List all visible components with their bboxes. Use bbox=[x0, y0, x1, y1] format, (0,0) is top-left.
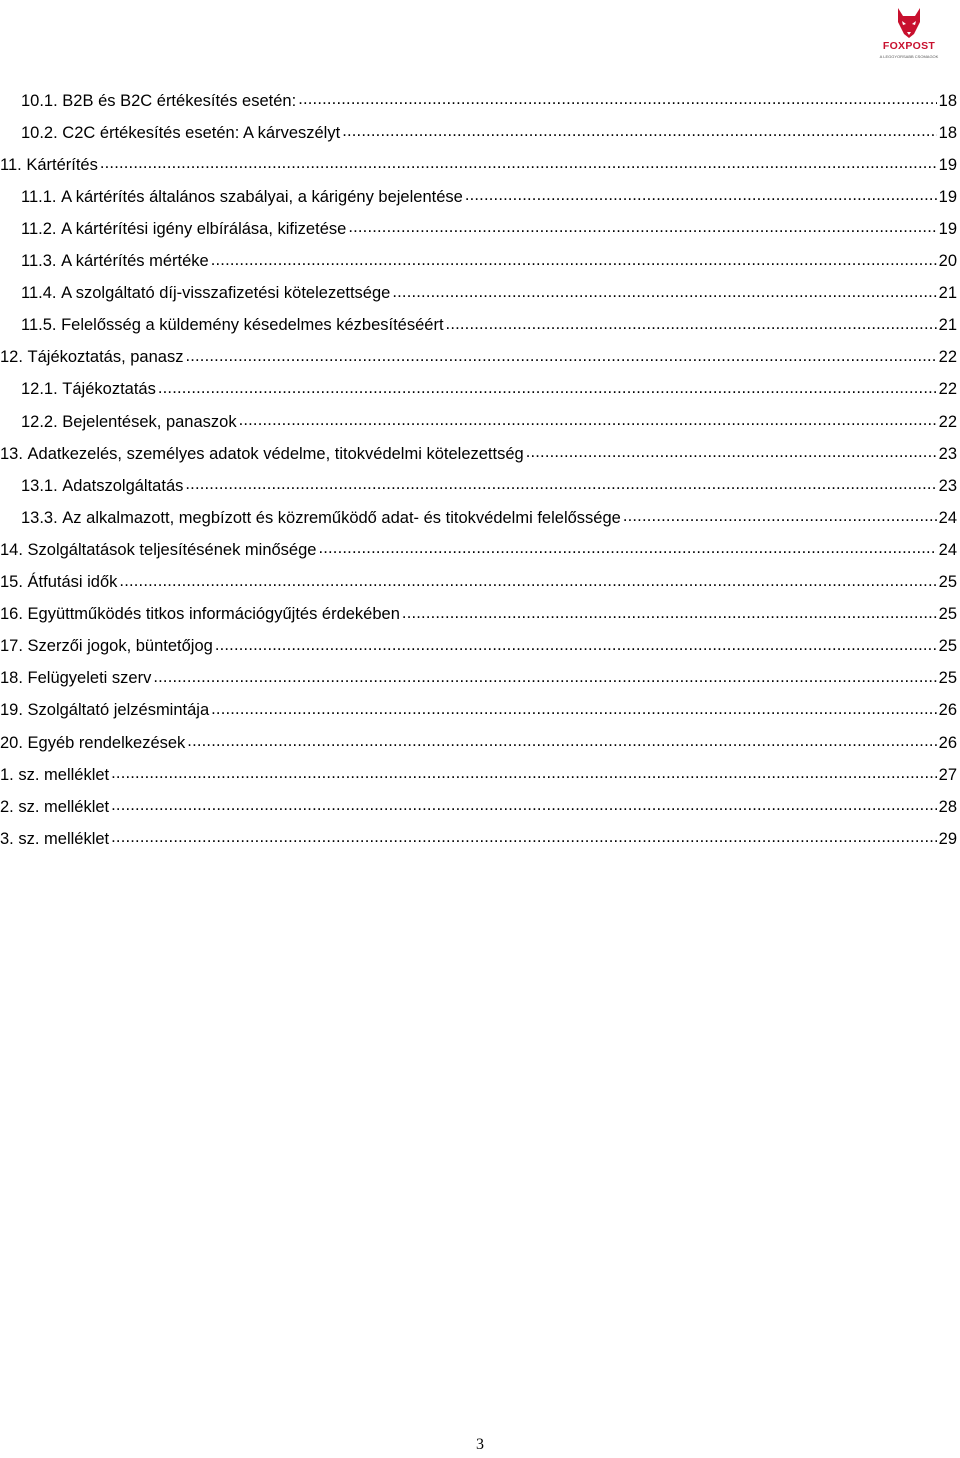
toc-entry-title: sz. melléklet bbox=[18, 797, 110, 816]
toc-entry[interactable] bbox=[0, 792, 957, 822]
toc-entry-number: 12. bbox=[0, 348, 23, 367]
toc-entry-page: 26 bbox=[938, 701, 957, 720]
toc-dot-leader bbox=[111, 760, 937, 790]
toc-entry-number: 13. bbox=[0, 444, 23, 463]
toc-entry-page: 29 bbox=[938, 829, 957, 848]
toc-entry-page: 18 bbox=[938, 91, 957, 110]
toc-entry-number: 11.2. bbox=[21, 219, 57, 238]
toc-entry-page: 27 bbox=[938, 765, 957, 784]
toc-entry-title: A kártérítés mértéke bbox=[61, 252, 209, 270]
toc-dot-leader bbox=[153, 664, 936, 694]
toc-dot-leader bbox=[185, 343, 936, 373]
toc-entry-number: 19. bbox=[0, 701, 23, 720]
logo-wordmark: FOXPOST bbox=[882, 40, 936, 52]
toc-entry[interactable] bbox=[0, 696, 957, 726]
toc-entry-number: 18. bbox=[0, 669, 23, 688]
toc-entry-title: Átfutási idők bbox=[27, 573, 118, 591]
toc-entry-page: 19 bbox=[938, 155, 957, 174]
toc-entry-title: B2B és B2C értékesítés esetén: bbox=[62, 91, 297, 110]
toc-entry-title: sz. melléklet bbox=[18, 829, 110, 848]
toc-entry-page: 23 bbox=[938, 444, 957, 463]
toc-entry-number: 12.2. bbox=[21, 412, 58, 431]
toc-entry-title: Egyéb rendelkezések bbox=[27, 733, 186, 752]
page-number: 3 bbox=[476, 1436, 484, 1453]
toc-entry-title: sz. melléklet bbox=[18, 765, 110, 784]
toc-dot-leader bbox=[239, 407, 937, 437]
toc-entry-page: 25 bbox=[938, 605, 957, 624]
toc-dot-leader bbox=[526, 439, 937, 469]
toc-entry-page: 23 bbox=[938, 476, 957, 495]
toc-dot-leader bbox=[211, 696, 937, 726]
toc-entry-title: Tájékoztatás bbox=[62, 380, 156, 399]
toc-entry-title: Szerzői jogok, büntetőjog bbox=[27, 637, 213, 656]
toc-entry-number: 17. bbox=[0, 637, 23, 656]
toc-entry[interactable] bbox=[21, 407, 957, 437]
toc-entry[interactable] bbox=[21, 86, 957, 116]
toc-entry-title: Szolgáltatások teljesítésének minősége bbox=[27, 540, 317, 559]
toc-entry[interactable] bbox=[21, 503, 957, 533]
toc-entry-number: 11. bbox=[0, 155, 22, 174]
toc-entry-number: 1. bbox=[0, 765, 14, 784]
toc-entry-number: 10.1. bbox=[21, 91, 58, 110]
toc-dot-leader bbox=[348, 214, 936, 244]
toc-dot-leader bbox=[446, 311, 937, 341]
toc-entry-page: 22 bbox=[938, 412, 957, 431]
toc-entry-page: 24 bbox=[938, 540, 957, 559]
toc-entry-page: 19 bbox=[938, 219, 957, 238]
toc-entry-title: A kártérítési igény elbírálása, kifizetése bbox=[61, 219, 347, 238]
toc-entry-title: Kártérítés bbox=[26, 155, 98, 174]
toc-entry-page: 21 bbox=[938, 284, 957, 303]
toc-entry-title: Felelősség a küldemény késedelmes kézbesítéséért bbox=[61, 316, 444, 335]
toc-entry-title: C2C értékesítés esetén: A kárveszélyt bbox=[62, 123, 341, 142]
toc-dot-leader bbox=[318, 535, 936, 565]
logo-tagline: A LEGGYORSABB CSOMAGOK bbox=[879, 54, 939, 59]
toc-entry-number: 2. bbox=[0, 797, 14, 816]
toc-entry-number: 16. bbox=[0, 605, 23, 624]
toc-entry-page: 25 bbox=[938, 669, 957, 688]
toc-entry[interactable] bbox=[21, 311, 957, 341]
foxpost-logo bbox=[878, 4, 940, 60]
toc-entry-title: Adatszolgáltatás bbox=[62, 476, 184, 495]
toc-entry-page: 18 bbox=[938, 123, 957, 142]
toc-entry-number: 3. bbox=[0, 829, 14, 848]
toc-entry[interactable] bbox=[21, 118, 957, 148]
toc-entry-title: Felügyeleti szerv bbox=[27, 669, 152, 688]
toc-entry-page: 22 bbox=[938, 380, 957, 399]
toc-entry-title: Együttműködés titkos információgyűjtés érdekében bbox=[27, 605, 400, 624]
toc-entry-title: Az alkalmazott, megbízott és közreműködő adat- és titokvédelmi felelőssége bbox=[62, 508, 621, 527]
toc-entry-title: Tájékoztatás, panasz bbox=[27, 348, 184, 367]
toc-entry[interactable] bbox=[0, 568, 957, 598]
toc-entry-page: 19 bbox=[938, 187, 957, 206]
toc-entry[interactable] bbox=[0, 824, 957, 854]
toc-dot-leader bbox=[392, 279, 936, 309]
toc-entry-page: 24 bbox=[938, 508, 957, 527]
toc-entry[interactable] bbox=[21, 471, 957, 501]
toc-dot-leader bbox=[211, 247, 937, 277]
toc-entry-number: 14. bbox=[0, 540, 23, 559]
toc-entry-title: A szolgáltató díj-visszafizetési kötelezettsége bbox=[61, 284, 391, 303]
fox-head-icon bbox=[878, 4, 940, 40]
toc-dot-leader bbox=[158, 375, 937, 405]
toc-entry-page: 26 bbox=[938, 733, 957, 752]
toc-dot-leader bbox=[187, 728, 936, 758]
toc-entry-page: 28 bbox=[938, 797, 957, 816]
toc-dot-leader bbox=[111, 792, 937, 822]
toc-dot-leader bbox=[111, 824, 937, 854]
toc-entry-number: 13.1. bbox=[21, 476, 58, 495]
toc-dot-leader bbox=[342, 118, 936, 148]
toc-entry[interactable] bbox=[0, 632, 957, 662]
toc-entry[interactable] bbox=[21, 247, 957, 277]
toc-dot-leader bbox=[298, 86, 936, 116]
toc-entry-number: 11.4. bbox=[21, 284, 57, 303]
toc-entry-number: 20. bbox=[0, 733, 23, 752]
toc-entry[interactable] bbox=[0, 760, 957, 790]
toc-entry-number: 11.5. bbox=[21, 316, 57, 335]
toc-dot-leader bbox=[100, 150, 937, 180]
toc-entry-title: A kártérítés általános szabályai, a kárigény bejelentése bbox=[61, 187, 463, 206]
toc-entry-page: 22 bbox=[938, 348, 957, 367]
toc-entry-title: Bejelentések, panaszok bbox=[62, 412, 237, 431]
toc-entry-number: 12.1. bbox=[21, 380, 58, 399]
toc-dot-leader bbox=[185, 471, 936, 501]
toc-entry[interactable] bbox=[0, 343, 957, 373]
toc-dot-leader bbox=[402, 600, 937, 630]
toc-entry[interactable] bbox=[0, 728, 957, 758]
toc-entry-number: 10.2. bbox=[21, 123, 58, 142]
toc-entry-page: 21 bbox=[938, 316, 957, 335]
toc-entry[interactable] bbox=[0, 150, 957, 180]
toc-entry[interactable] bbox=[0, 439, 957, 469]
toc-entry[interactable] bbox=[21, 182, 957, 212]
toc-dot-leader bbox=[119, 568, 936, 598]
toc-dot-leader bbox=[465, 182, 937, 212]
toc-entry-page: 20 bbox=[938, 252, 957, 270]
toc-entry[interactable] bbox=[0, 664, 957, 694]
toc-entry[interactable] bbox=[21, 214, 957, 244]
toc-dot-leader bbox=[215, 632, 937, 662]
toc-entry-number: 11.1. bbox=[21, 187, 57, 206]
toc-entry[interactable] bbox=[21, 279, 957, 309]
toc-entry-number: 13.3. bbox=[21, 508, 58, 527]
toc-entry-number: 11.3. bbox=[21, 252, 57, 270]
toc-entry-title: Szolgáltató jelzésmintája bbox=[27, 701, 210, 720]
toc-entry[interactable] bbox=[21, 375, 957, 405]
toc-dot-leader bbox=[623, 503, 937, 533]
toc-entry-page: 25 bbox=[938, 637, 957, 656]
toc-entry-number: 15. bbox=[0, 573, 23, 591]
toc-entry-title: Adatkezelés, személyes adatok védelme, titokvédelmi kötelezettség bbox=[27, 444, 524, 463]
toc-entry[interactable] bbox=[0, 600, 957, 630]
toc-entry[interactable] bbox=[0, 535, 957, 565]
toc-entry-page: 25 bbox=[938, 573, 957, 591]
